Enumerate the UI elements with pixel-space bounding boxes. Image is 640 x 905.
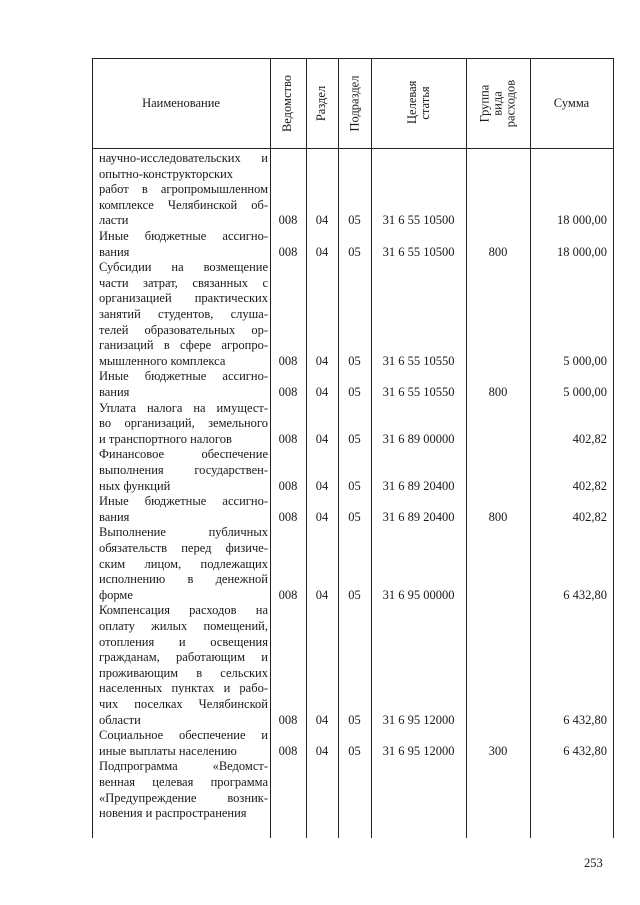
row-summa: 5 000,00 [563, 384, 607, 399]
row-name-line: выполнения государствен- [99, 462, 268, 477]
row-name-line: занятий студентов, слуша- [99, 306, 268, 321]
row-name-line: организацией практических [99, 291, 268, 306]
table-row [92, 759, 613, 821]
table-row [92, 603, 613, 728]
header-celevaya-statya: Целевая статья [404, 80, 432, 124]
row-name-line: Компенсация расходов на [99, 603, 268, 618]
row-name-line: форме [99, 587, 133, 602]
row-name-line: Иные бюджетные ассигно- [99, 229, 268, 243]
row-name-line: чих поселках Челябинской [99, 696, 268, 711]
row-podrazdel: 05 [348, 478, 361, 493]
table-row [92, 494, 613, 525]
row-razdel: 04 [315, 712, 329, 727]
row-name-line: Выполнение публичных [99, 525, 268, 540]
row-razdel: 04 [315, 213, 329, 228]
row-celevaya-statya: 31 6 55 10550 [382, 353, 455, 368]
table-row [92, 151, 613, 229]
row-name-line: «Предупреждение возник- [99, 790, 268, 805]
row-razdel: 04 [315, 384, 329, 399]
row-name-line: Уплата налога на имущест- [99, 400, 268, 415]
row-name-line: Социальное обеспечение и [99, 728, 268, 743]
row-name-line: обязательств перед физиче- [99, 540, 268, 555]
table-row [92, 447, 613, 494]
row-name [99, 401, 268, 448]
row-gruppa: 300 [488, 743, 508, 758]
row-name-line: части затрат, связанных с [99, 275, 268, 290]
header-gruppa-vida-rashodov: Группа вида расходов [477, 79, 518, 127]
row-celevaya-statya: 31 6 95 00000 [382, 587, 455, 602]
row-podrazdel: 05 [348, 213, 361, 228]
row-celevaya-statya: 31 6 55 10550 [382, 384, 455, 399]
row-summa: 6 432,80 [563, 712, 607, 727]
row-name-line: мышленного комплекса [99, 353, 226, 368]
row-razdel: 04 [315, 743, 329, 758]
row-name-line: вания [99, 509, 130, 524]
row-vedomstvo: 008 [278, 712, 298, 727]
row-razdel: 04 [315, 478, 329, 493]
row-vedomstvo: 008 [278, 353, 298, 368]
row-name-line: научно-исследовательских и [99, 151, 268, 165]
row-summa: 18 000,00 [557, 213, 607, 228]
table-row [92, 525, 613, 603]
row-summa: 6 432,80 [563, 587, 607, 602]
table-row [92, 260, 613, 369]
row-name [99, 229, 268, 260]
row-podrazdel: 05 [348, 431, 361, 446]
row-name-line: ганизаций в сфере агропро- [99, 338, 268, 353]
row-name-line: новения и распространения [99, 806, 247, 821]
row-razdel: 04 [315, 431, 329, 446]
row-gruppa: 800 [488, 384, 508, 399]
row-podrazdel: 05 [348, 244, 361, 259]
row-name-line: области [99, 712, 141, 727]
table-border-right [613, 58, 614, 838]
row-name-line: Субсидии на возмещение [99, 260, 268, 275]
budget-table [92, 58, 613, 838]
row-vedomstvo: 008 [278, 244, 298, 259]
table-row [92, 229, 613, 260]
row-name-line: иные выплаты населению [99, 743, 237, 758]
row-name [99, 525, 268, 603]
row-name-line: Финансовое обеспечение [99, 447, 268, 462]
row-celevaya-statya: 31 6 55 10500 [382, 244, 455, 259]
row-podrazdel: 05 [348, 712, 361, 727]
row-razdel: 04 [315, 353, 329, 368]
row-razdel: 04 [315, 509, 329, 524]
row-summa: 402,82 [572, 478, 607, 493]
row-vedomstvo: 008 [278, 431, 298, 446]
row-podrazdel: 05 [348, 353, 361, 368]
row-podrazdel: 05 [348, 587, 361, 602]
row-vedomstvo: 008 [278, 587, 298, 602]
row-name-line: и транспортного налогов [99, 431, 232, 446]
row-name [99, 369, 268, 400]
row-name-line: оплату жилых помещений, [99, 618, 268, 633]
row-name-line: исполнению в денежной [99, 572, 268, 587]
row-celevaya-statya: 31 6 89 20400 [382, 509, 455, 524]
table-row [92, 369, 613, 400]
row-name-line: отопления и освещения [99, 634, 268, 649]
row-podrazdel: 05 [348, 384, 361, 399]
row-name-line: ским лицом, подлежащих [99, 556, 268, 571]
row-name-line: венная целевая программа [99, 774, 268, 789]
row-celevaya-statya: 31 6 89 00000 [382, 431, 455, 446]
row-name [99, 260, 268, 369]
row-name-line: ных функций [99, 478, 171, 493]
row-summa: 402,82 [572, 509, 607, 524]
row-vedomstvo: 008 [278, 213, 298, 228]
row-name-line: работ в агропромышленном [99, 182, 268, 197]
row-vedomstvo: 008 [278, 509, 298, 524]
row-name [99, 151, 268, 229]
table-row [92, 728, 613, 759]
row-name-line: комплексе Челябинской об- [99, 197, 268, 212]
row-name [99, 603, 268, 728]
row-celevaya-statya: 31 6 55 10500 [382, 213, 455, 228]
row-name-line: вания [99, 384, 130, 399]
header-divider [92, 148, 613, 149]
row-podrazdel: 05 [348, 509, 361, 524]
header-summa: Сумма [553, 95, 590, 110]
row-name-line: телей образовательных ор- [99, 322, 268, 337]
row-name-line: опытно-конструкторских [99, 166, 234, 181]
row-gruppa: 800 [488, 509, 508, 524]
row-name [99, 447, 268, 494]
header-podrazdel: Подраздел [347, 75, 361, 131]
row-name-line: во организаций, земельного [99, 416, 268, 431]
row-razdel: 04 [315, 587, 329, 602]
row-gruppa: 800 [488, 244, 508, 259]
row-name-line: проживающим в сельских [99, 665, 268, 680]
row-celevaya-statya: 31 6 95 12000 [382, 712, 455, 727]
row-summa: 5 000,00 [563, 353, 607, 368]
row-name [99, 494, 268, 525]
page-number: 253 [584, 856, 603, 870]
header-vedomstvo: Ведомство [280, 74, 295, 132]
row-vedomstvo: 008 [278, 743, 298, 758]
row-name-line: вания [99, 244, 130, 259]
row-name [99, 759, 268, 821]
row-razdel: 04 [315, 244, 329, 259]
row-vedomstvo: 008 [278, 384, 298, 399]
row-podrazdel: 05 [348, 743, 361, 758]
row-summa: 6 432,80 [563, 743, 607, 758]
row-summa: 402,82 [572, 431, 607, 446]
row-name [99, 728, 268, 759]
table-row [92, 401, 613, 448]
row-name-line: Иные бюджетные ассигно- [99, 369, 268, 384]
row-summa: 18 000,00 [557, 244, 607, 259]
row-celevaya-statya: 31 6 95 12000 [382, 743, 455, 758]
row-name-line: гражданам, работающим и [99, 650, 268, 665]
row-name-line: Подпрограмма «Ведомст- [99, 759, 268, 774]
header-name: Наименование [142, 95, 220, 110]
row-name-line: населенных пунктах и рабо- [99, 681, 268, 696]
row-celevaya-statya: 31 6 89 20400 [382, 478, 455, 493]
row-name-line: ласти [99, 213, 129, 228]
header-razdel: Раздел [314, 85, 329, 121]
row-name-line: Иные бюджетные ассигно- [99, 494, 268, 509]
row-vedomstvo: 008 [278, 478, 298, 493]
